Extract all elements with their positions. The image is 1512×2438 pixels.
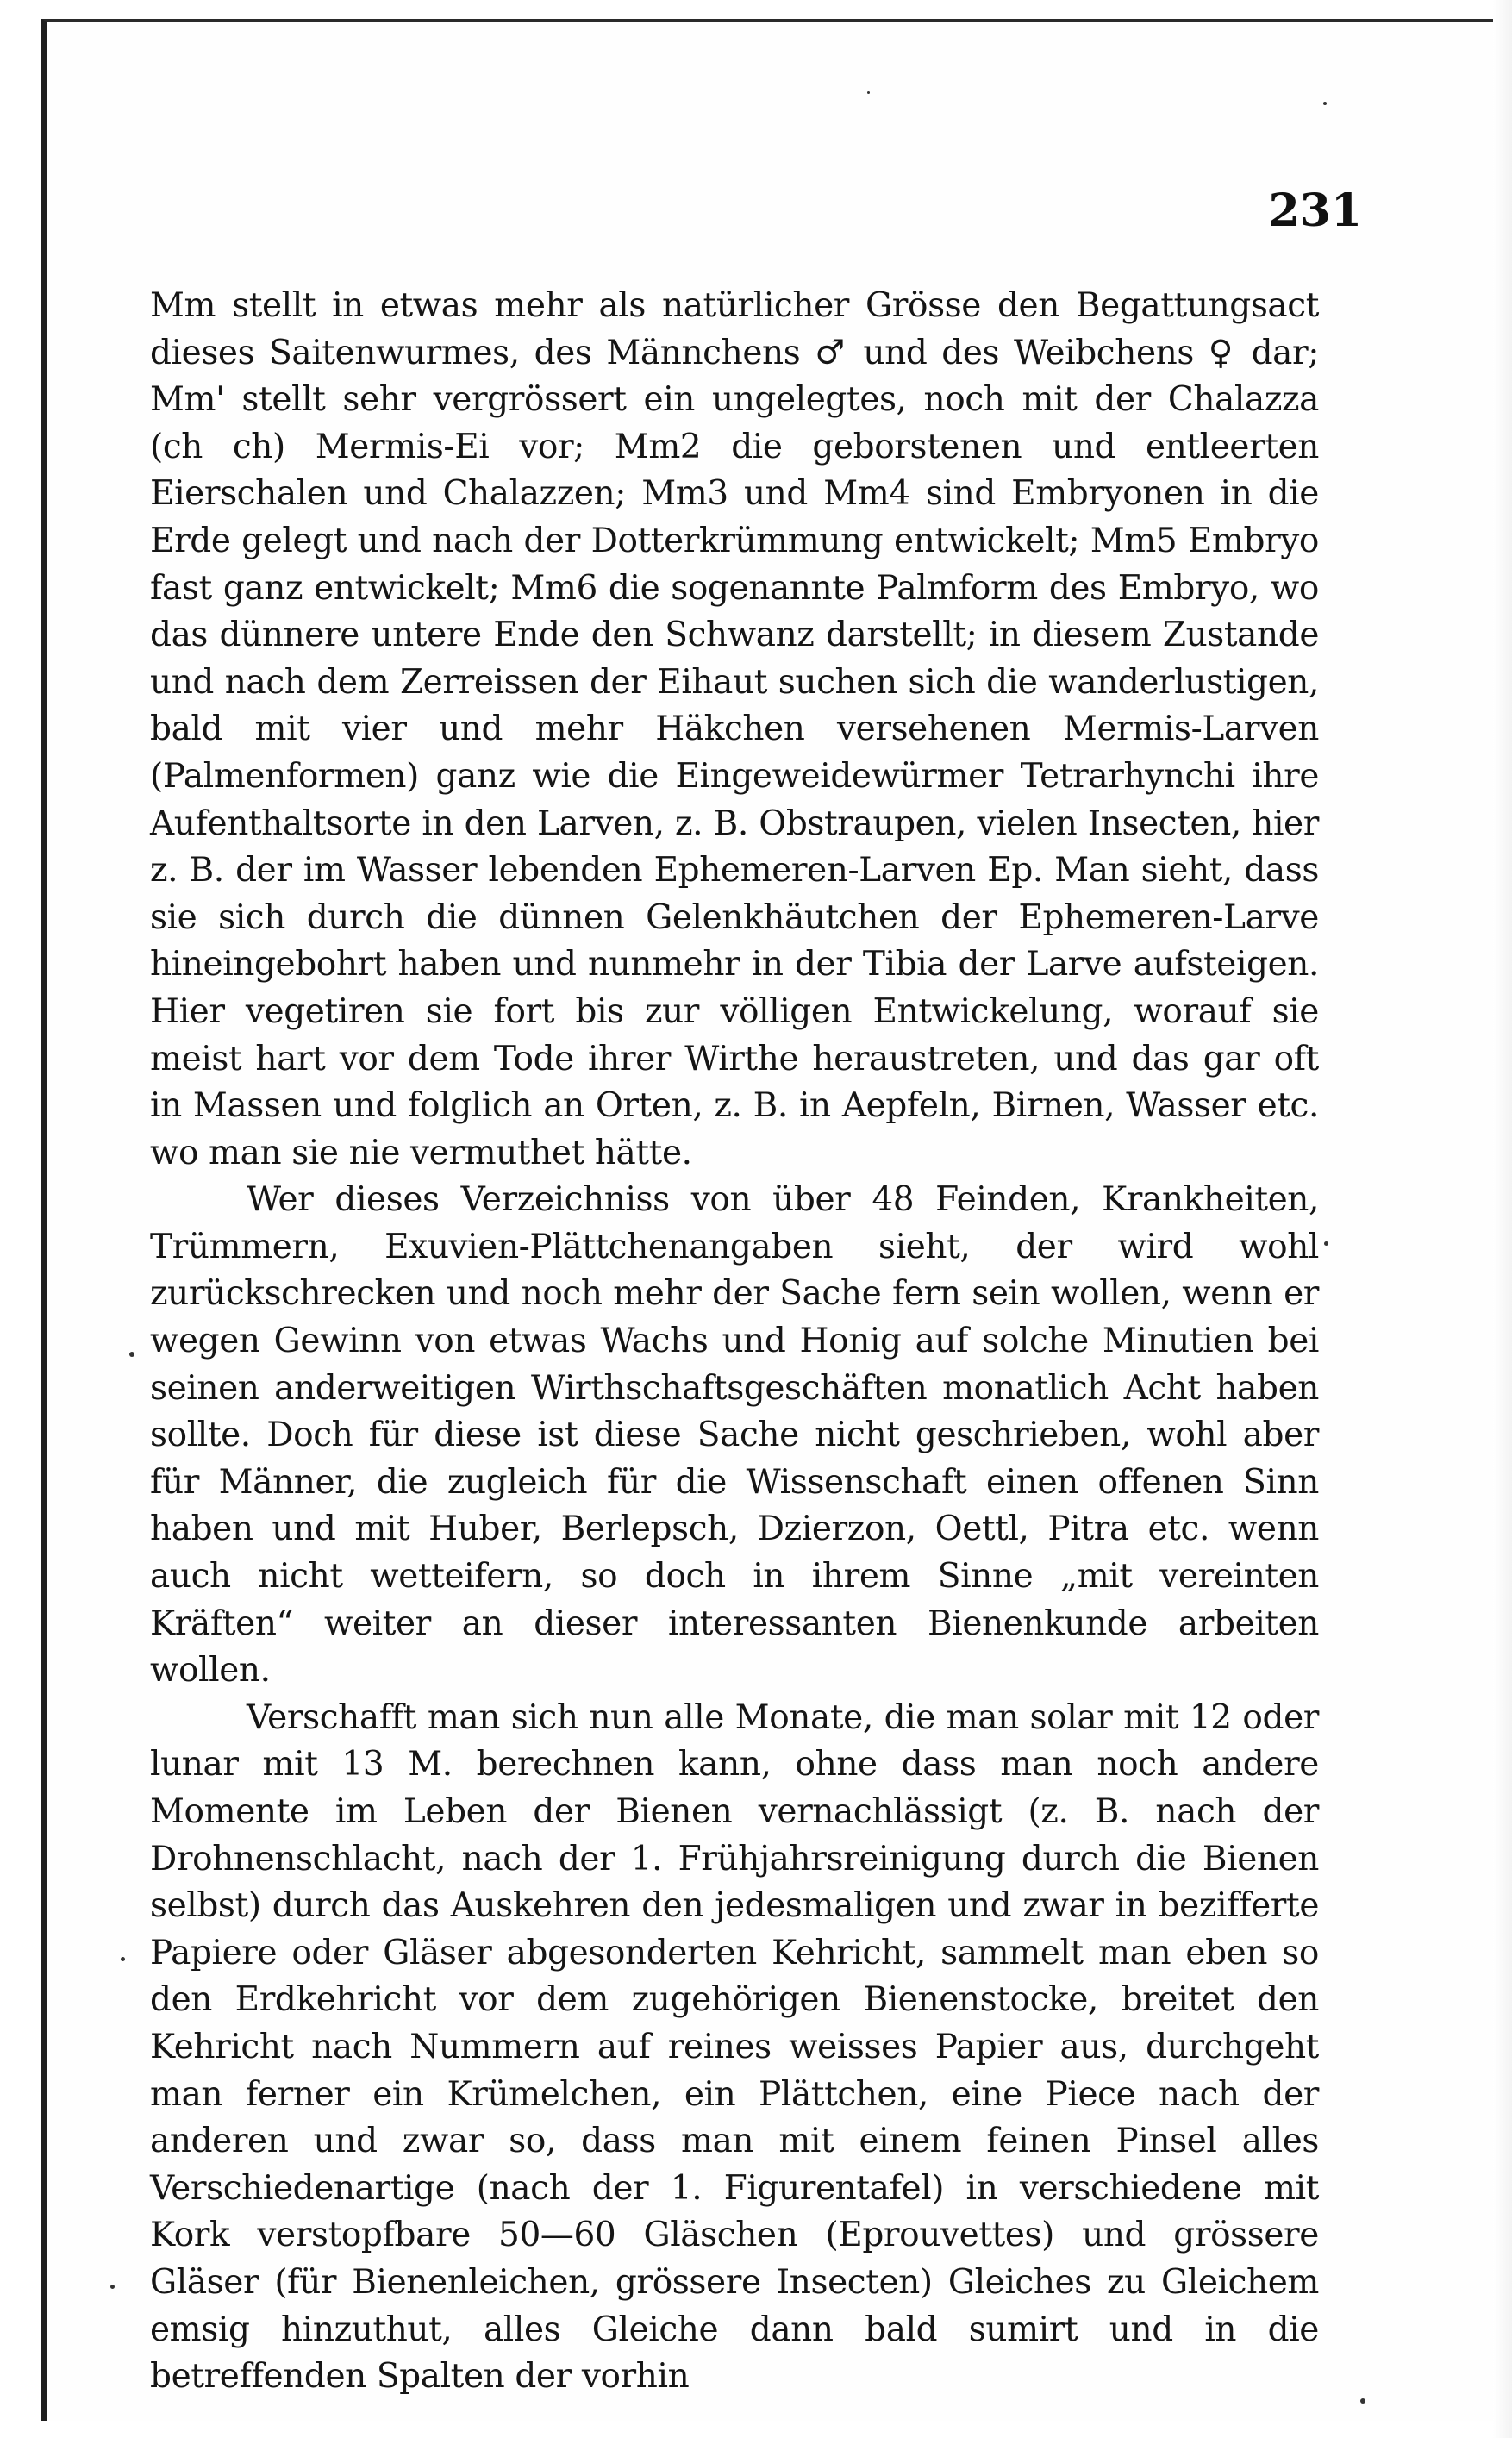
scan-speck: [1360, 2398, 1365, 2404]
page-edge: [1493, 0, 1512, 2438]
page-number: 231: [1268, 184, 1362, 237]
scan-speck: [867, 91, 870, 94]
paragraph-1: Mm stellt in etwas mehr als natürlicher Grösse den Begattungsact dieses Saitenwurmes, des Männchens ♂ und des Weibchens ♀ dar; Mm' stellt sehr vergrössert ein ungelegtes, noch mit der Chalazza (ch ch) Mermis-Ei vor; Mm2 die geborstenen und entleerten Eierschalen und Chalazzen; Mm3 und Mm4 sind Embryonen in die Erde gelegt und nach der Dotterkrümmung entwickelt; Mm5 Embryo fast ganz entwickelt; Mm6 die sogenannte Palmform des Embryo, wo das dünnere untere Ende den Schwanz darstellt; in diesem Zustande und nach dem Zerreissen der Eihaut suchen sich die wanderlustigen, bald mit vier und mehr Häkchen versehenen Mermis-Larven (Palmenformen) ganz wie die Eingeweidewürmer Tetrarhynchi ihre Aufenthaltsorte in den Larven, z. B. Obstraupen, vielen Insecten, hier z. B. der im Wasser lebenden Ephemeren-Larven Ep. Man sieht, dass sie sich durch die dünnen Gelenkhäutchen der Ephemeren-Larve hineingebohrt haben und nunmehr in der Tibia der Larve aufsteigen. Hier vegetiren sie fort bis zur völligen Entwickelung, worauf sie meist hart vor dem Tode ihrer Wirthe heraustreten, und das gar oft in Massen und folglich an Orten, z. B. in Aepfeln, Birnen, Wasser etc. wo man sie nie vermuthet hätte.: [150, 286, 1319, 1172]
paragraph-3: Verschafft man sich nun alle Monate, die man solar mit 12 oder lunar mit 13 M. berechnen kann, ohne dass man noch andere Momente im Leben der Bienen vernachlässigt (z. B. nach der Drohnenschlacht, nach der 1. Frühjahrsreinigung durch die Bienen selbst) durch das Auskehren den jedesmaligen und zwar in bezifferte Papiere oder Gläser abgesonderten Kehricht, sammelt man eben so den Erdkehricht vor dem zugehörigen Bienenstocke, breitet den Kehricht nach Nummern auf reines weisses Papier aus, durchgeht man ferner ein Krümelchen, ein Plättchen, eine Piece nach der anderen und zwar so, dass man mit einem feinen Pinsel alles Verschiedenartige (nach der 1. Figurentafel) in verschiedene mit Kork verstopfbare 50—60 Gläschen (Eprouvettes) und grössere Gläser (für Bienenleichen, grössere Insecten) Gleiches zu Gleichem emsig hinzuthut, alles Gleiche dann bald sumirt und in die betreffenden Spalten der vorhin: [150, 1697, 1319, 2397]
page-body: [150, 283, 1319, 2401]
scan-speck: [1323, 102, 1327, 105]
scan-speck: [110, 2285, 115, 2289]
scan-speck: [121, 1957, 125, 1961]
scan-speck: [129, 1352, 134, 1357]
paragraph-2: Wer dieses Verzeichniss von über 48 Feinden, Krankheiten, Trümmern, Exuvien-Plättchenangaben sieht, der wird wohl zurückschrecken und noch mehr der Sache fern sein wollen, wenn er wegen Gewinn von etwas Wachs und Honig auf solche Minutien bei seinen anderweitigen Wirthschaftsgeschäften monatlich Acht haben sollte. Doch für diese ist diese Sache nicht geschrieben, wohl aber für Männer, die zugleich für die Wissenschaft einen offenen Sinn haben und mit Huber, Berlepsch, Dzierzon, Oettl, Pitra etc. wenn auch nicht wetteifern, so doch in ihrem Sinne „mit vereinten Kräften“ weiter an dieser interessanten Bienenkunde arbeiten wollen.: [150, 1180, 1319, 1691]
scan-speck: [1324, 1241, 1328, 1246]
